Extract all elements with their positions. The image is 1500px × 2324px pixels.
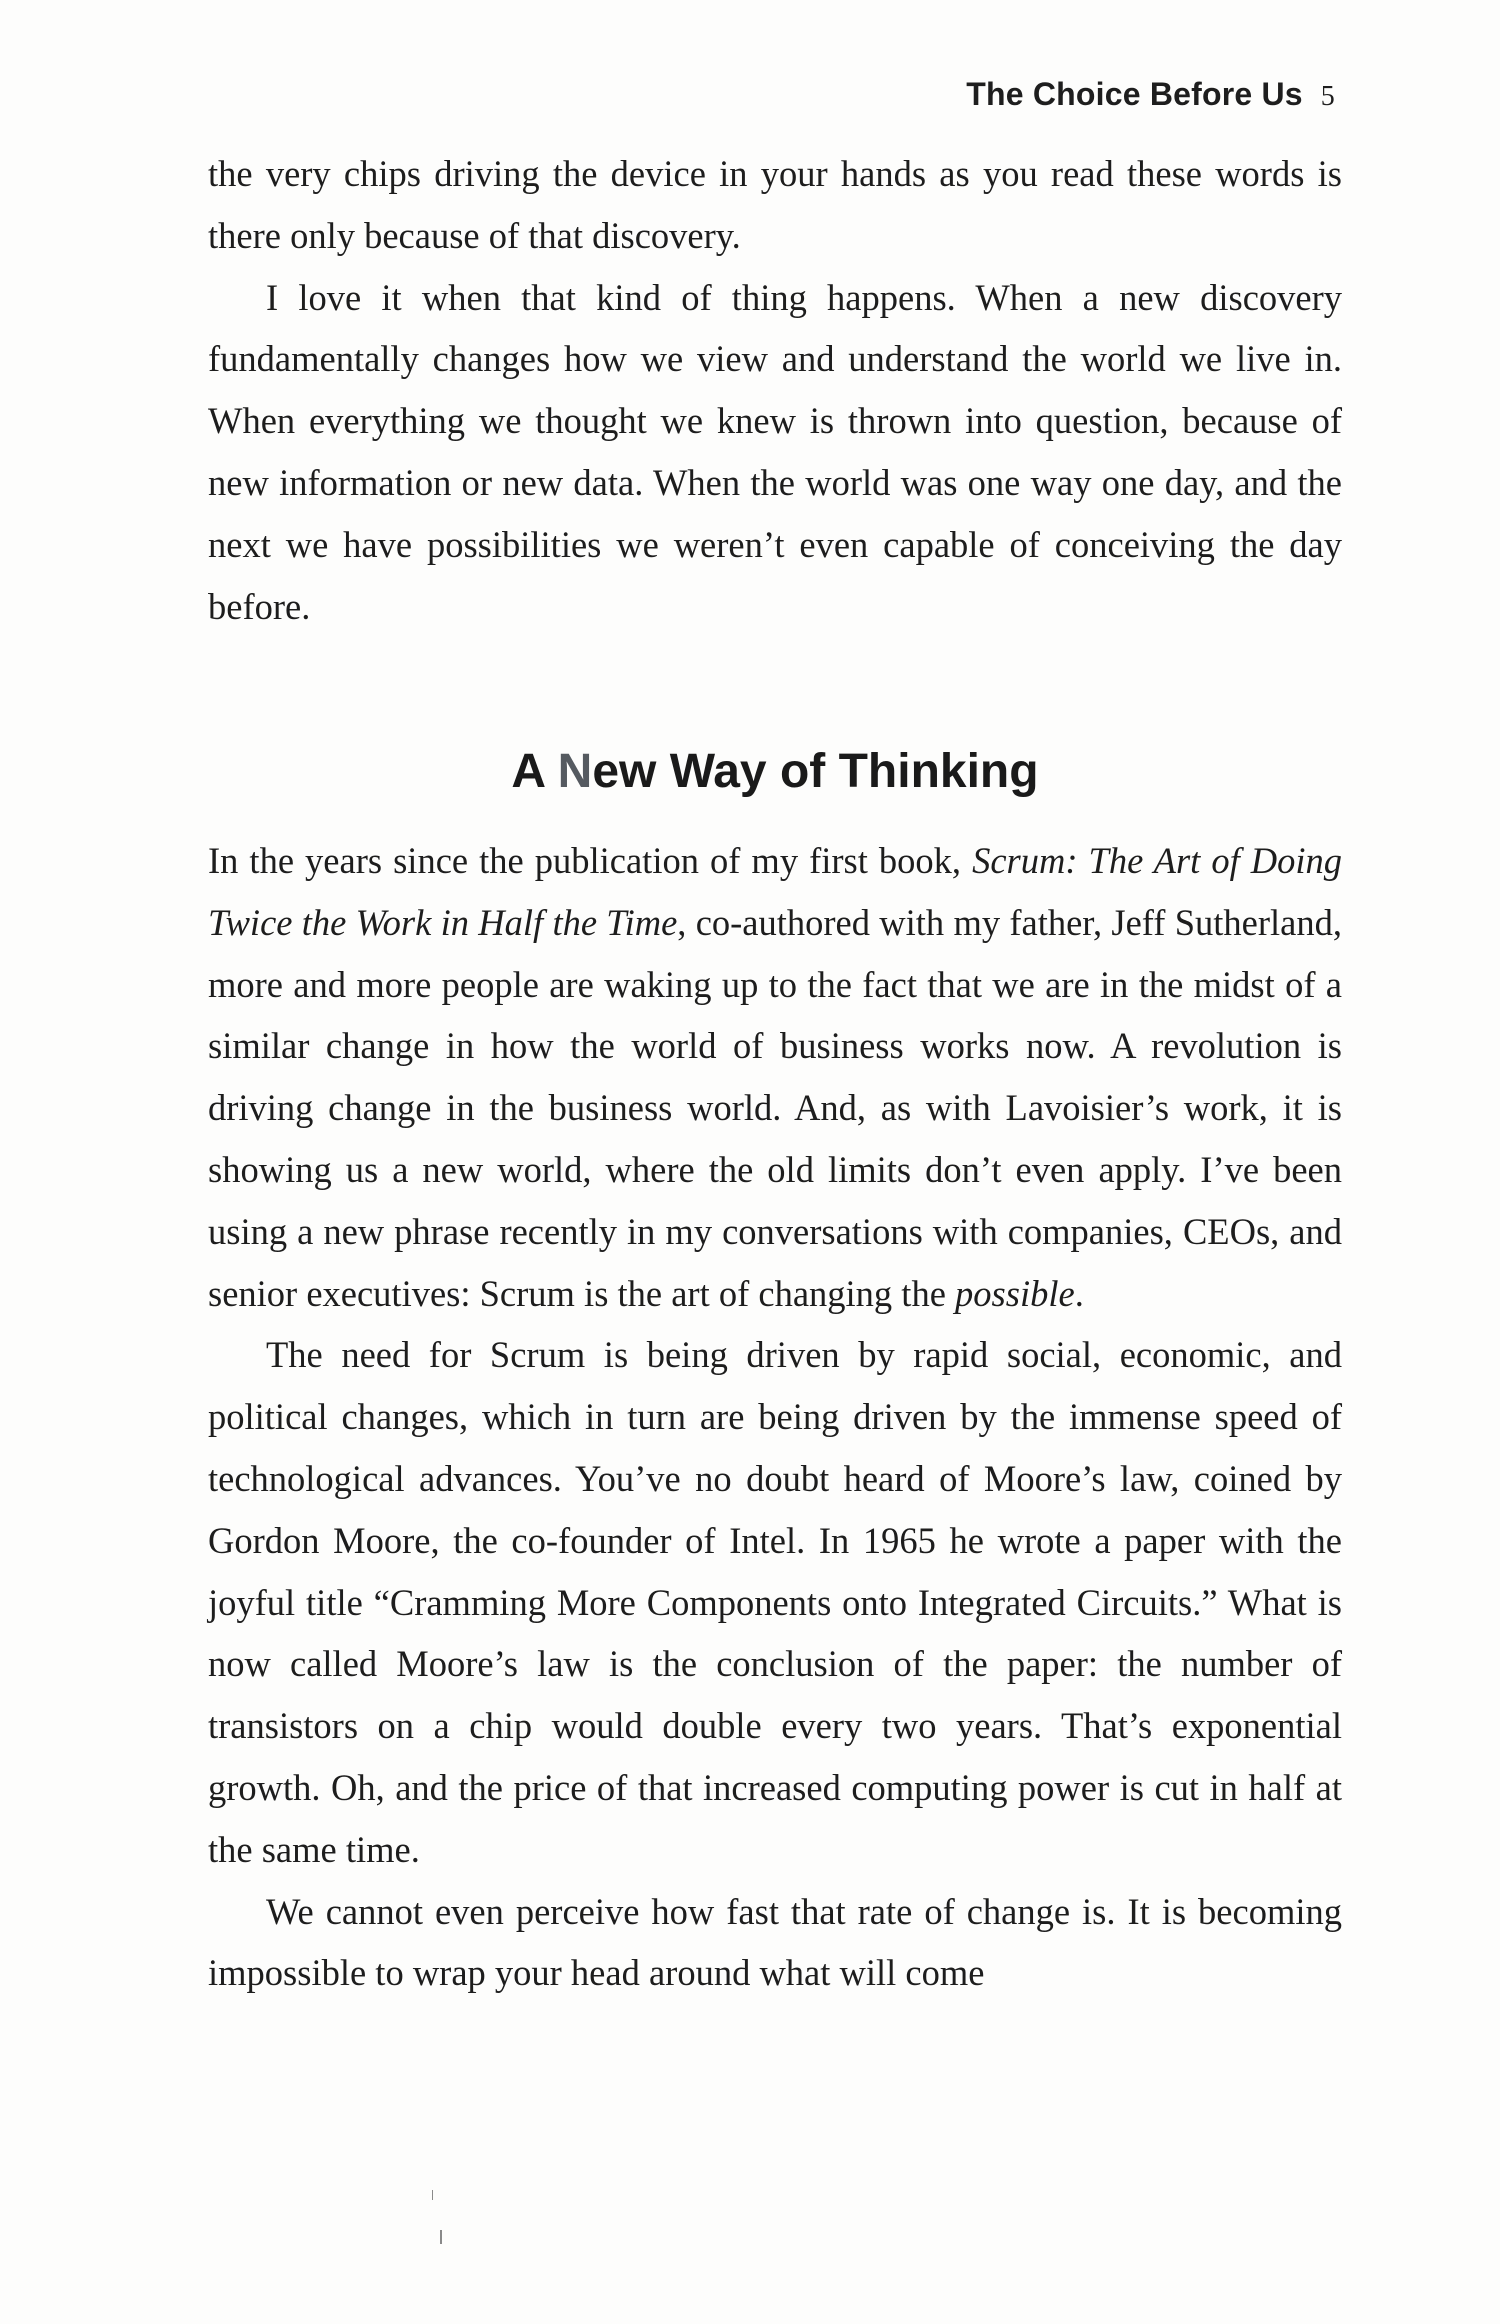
text-run: . [1074, 1272, 1084, 1314]
scan-artifact-mark [440, 2230, 442, 2244]
running-header [966, 76, 1335, 113]
text-block-section [208, 830, 1342, 2004]
paragraph-section-opening [208, 830, 1342, 1324]
section-heading [208, 744, 1342, 799]
book-title: Scrum: The Art of Doing Twice the Work in Half the Time [208, 840, 1342, 943]
text-block-top [208, 143, 1342, 637]
emphasis: possible [955, 1272, 1075, 1314]
paragraph: The need for Scrum is being driven by rapid social, economic, and political changes, which in turn are being driven by the immense speed of technological advances. You’ve no doubt heard of Moore’s law, coined by Gordon Moore, the co-founder of Intel. In 1965 he wrote a paper with the joyful title “Cramming More Components onto Integrated Circuits.” What is now called Moore’s law is the conclusion of the paper: the number of transistors on a chip would double every two years. That’s exponential growth. Oh, and the price of that increased computing power is cut in half at the same time. [208, 1334, 1342, 1870]
text-run: In the years since the publication of my first book, [208, 840, 973, 881]
paragraph: I love it when that kind of thing happens. When a new discovery fundamentally changes how we view and understand the world we live in. When everything we thought we knew is thrown into question, because of new information or new data. When the world was one way one day, and the next we have possibilities we weren’t even capable of conceiving the day before. [208, 276, 1342, 627]
running-title: The Choice Before Us [966, 76, 1303, 112]
paragraph-continuation: the very chips driving the device in your hands as you read these words is there only because of that discovery. [208, 153, 1342, 256]
heading-accent-letter: N [557, 745, 593, 798]
scan-artifact-mark [432, 2190, 433, 2200]
page-number: 5 [1320, 81, 1335, 112]
heading-rest: ew Way of Thinking [592, 745, 1039, 798]
text-run: , co-authored with my father, Jeff Sutherland, more and more people are waking up to the fact that we are in the midst of a similar change in how the world of business works now. A revolution is driving change in the business world. And, as with Lavoisier’s work, it is showing us a new world, where the old limits don’t even apply. I’ve been using a new phrase recently in my conversations with companies, CEOs, and senior executives: Scrum is the art of changing the [208, 901, 1342, 1314]
heading-first-letter: A [511, 745, 545, 798]
paragraph: We cannot even perceive how fast that rate of change is. It is becoming impossible to wrap your head around what will come [208, 1890, 1342, 1994]
